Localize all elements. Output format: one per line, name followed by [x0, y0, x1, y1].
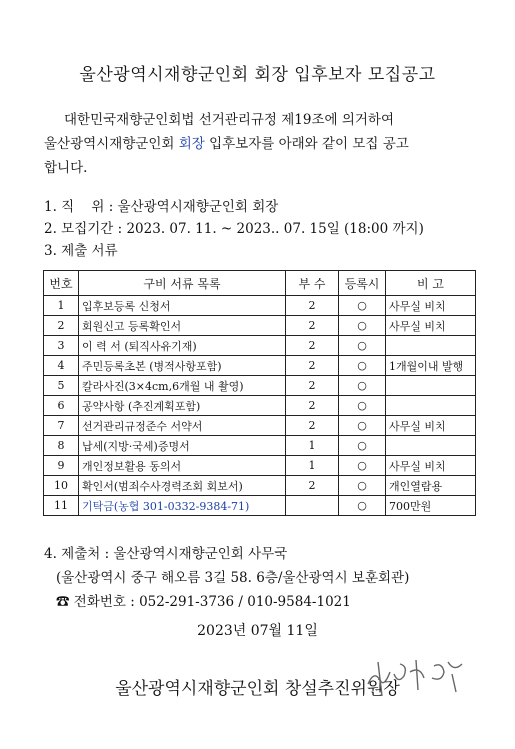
item-documents: 3. 제출 서류 [44, 243, 118, 259]
row-number: 8 [44, 436, 79, 456]
table-row [44, 476, 476, 496]
submission-address: (울산광역시 중구 해오름 3길 58. 6층/울산광역시 보훈회관) [56, 570, 410, 586]
row-registration: ○ [339, 316, 386, 336]
row-registration: ○ [339, 436, 386, 456]
table-row [44, 456, 476, 476]
row-registration: ○ [339, 376, 386, 396]
header-no: 번호 [44, 271, 79, 296]
row-document: 이 력 서 (퇴직사유기재) [79, 336, 286, 356]
row-number: 3 [44, 336, 79, 356]
table-row [44, 436, 476, 456]
intro-rest: 입후보자를 아래와 같이 모집 공고 [204, 136, 409, 152]
row-document: 확인서(범죄수사경력조회 회보서) [79, 476, 286, 496]
row-registration: ○ [339, 356, 386, 376]
item-position: 1. 직 위 : 울산광역시재향군인회 회장 [44, 199, 279, 215]
document-date: 2023년 07월 11일 [197, 623, 318, 639]
header-note: 비 고 [386, 271, 476, 296]
intro-org: 울산광역시재향군인회 [44, 136, 179, 152]
handwritten-signature [360, 652, 470, 702]
row-number: 9 [44, 456, 79, 476]
row-note: 사무실 비치 [386, 416, 476, 436]
row-count: 2 [286, 356, 339, 376]
row-count: 2 [286, 476, 339, 496]
row-registration: ○ [339, 476, 386, 496]
row-note: 개인열람용 [386, 476, 476, 496]
header-documents: 구비 서류 목록 [79, 271, 286, 296]
row-count: 1 [286, 456, 339, 476]
row-count: 2 [286, 396, 339, 416]
items-list [44, 196, 424, 262]
submission-section [44, 542, 484, 614]
header-registration: 등록시 [339, 271, 386, 296]
row-note: 700만원 [386, 496, 476, 516]
intro-highlight: 회장 [178, 136, 205, 152]
row-document: 기탁금(농협 301-0332-9384-71) [79, 496, 286, 516]
item-period: 2. 모집기간 : 2023. 07. 11. ~ 2023.. 07. 15일 (18:00 까지) [44, 221, 424, 237]
row-document: 주민등록초본 (병적사항포함) [79, 356, 286, 376]
intro-line-2 [44, 132, 474, 156]
submission-place: 4. 제출처 : 울산광역시재향군인회 사무국 [44, 546, 288, 562]
row-registration: ○ [339, 396, 386, 416]
table-header-row [44, 271, 476, 296]
row-note: 사무실 비치 [386, 456, 476, 476]
row-registration: ○ [339, 296, 386, 316]
row-count [286, 496, 339, 516]
document-title: 울산광역시재향군인회 회장 입후보자 모집공고 [79, 65, 436, 85]
row-number: 11 [44, 496, 79, 516]
row-registration: ○ [339, 416, 386, 436]
table-row [44, 496, 476, 516]
row-number: 5 [44, 376, 79, 396]
row-count: 2 [286, 296, 339, 316]
row-count: 2 [286, 376, 339, 396]
row-document: 납세(지방·국세)증명서 [79, 436, 286, 456]
row-count: 2 [286, 336, 339, 356]
row-document: 선거관리규정준수 서약서 [79, 416, 286, 436]
header-count: 부 수 [286, 271, 339, 296]
row-document: 공약사항 (추진계획포함) [79, 396, 286, 416]
row-document: 개인정보활용 동의서 [79, 456, 286, 476]
table-row [44, 296, 476, 316]
documents-table [43, 270, 476, 516]
row-registration: ○ [339, 496, 386, 516]
row-count: 1 [286, 436, 339, 456]
row-number: 4 [44, 356, 79, 376]
issuer: 울산광역시재향군인회 창설추진위원장 [115, 679, 400, 699]
table-row [44, 356, 476, 376]
row-note: 사무실 비치 [386, 316, 476, 336]
row-count: 2 [286, 416, 339, 436]
row-count: 2 [286, 316, 339, 336]
intro-line-1: 대한민국재향군인회법 선거관리규정 제19조에 의거하여 [64, 112, 394, 128]
intro-line-3: 합니다. [44, 160, 88, 176]
table-row [44, 396, 476, 416]
row-number: 10 [44, 476, 79, 496]
row-registration: ○ [339, 456, 386, 476]
row-registration: ○ [339, 336, 386, 356]
table-body [44, 296, 476, 516]
row-number: 1 [44, 296, 79, 316]
row-number: 6 [44, 396, 79, 416]
row-note [386, 396, 476, 416]
table-row [44, 416, 476, 436]
row-note: 1개월이내 발행 [386, 356, 476, 376]
row-note [386, 336, 476, 356]
row-note [386, 376, 476, 396]
table-row [44, 316, 476, 336]
row-document: 입후보등록 신청서 [79, 296, 286, 316]
intro-paragraph [44, 108, 474, 180]
submission-phone: ☎ 전화번호 : 052-291-3736 / 010-9584-1021 [56, 594, 351, 610]
row-note [386, 436, 476, 456]
row-number: 2 [44, 316, 79, 336]
row-note: 사무실 비치 [386, 296, 476, 316]
table-row [44, 336, 476, 356]
row-document: 칼라사진(3×4cm,6개월 내 촬영) [79, 376, 286, 396]
row-document: 회원신고 등록확인서 [79, 316, 286, 336]
table-row [44, 376, 476, 396]
row-number: 7 [44, 416, 79, 436]
